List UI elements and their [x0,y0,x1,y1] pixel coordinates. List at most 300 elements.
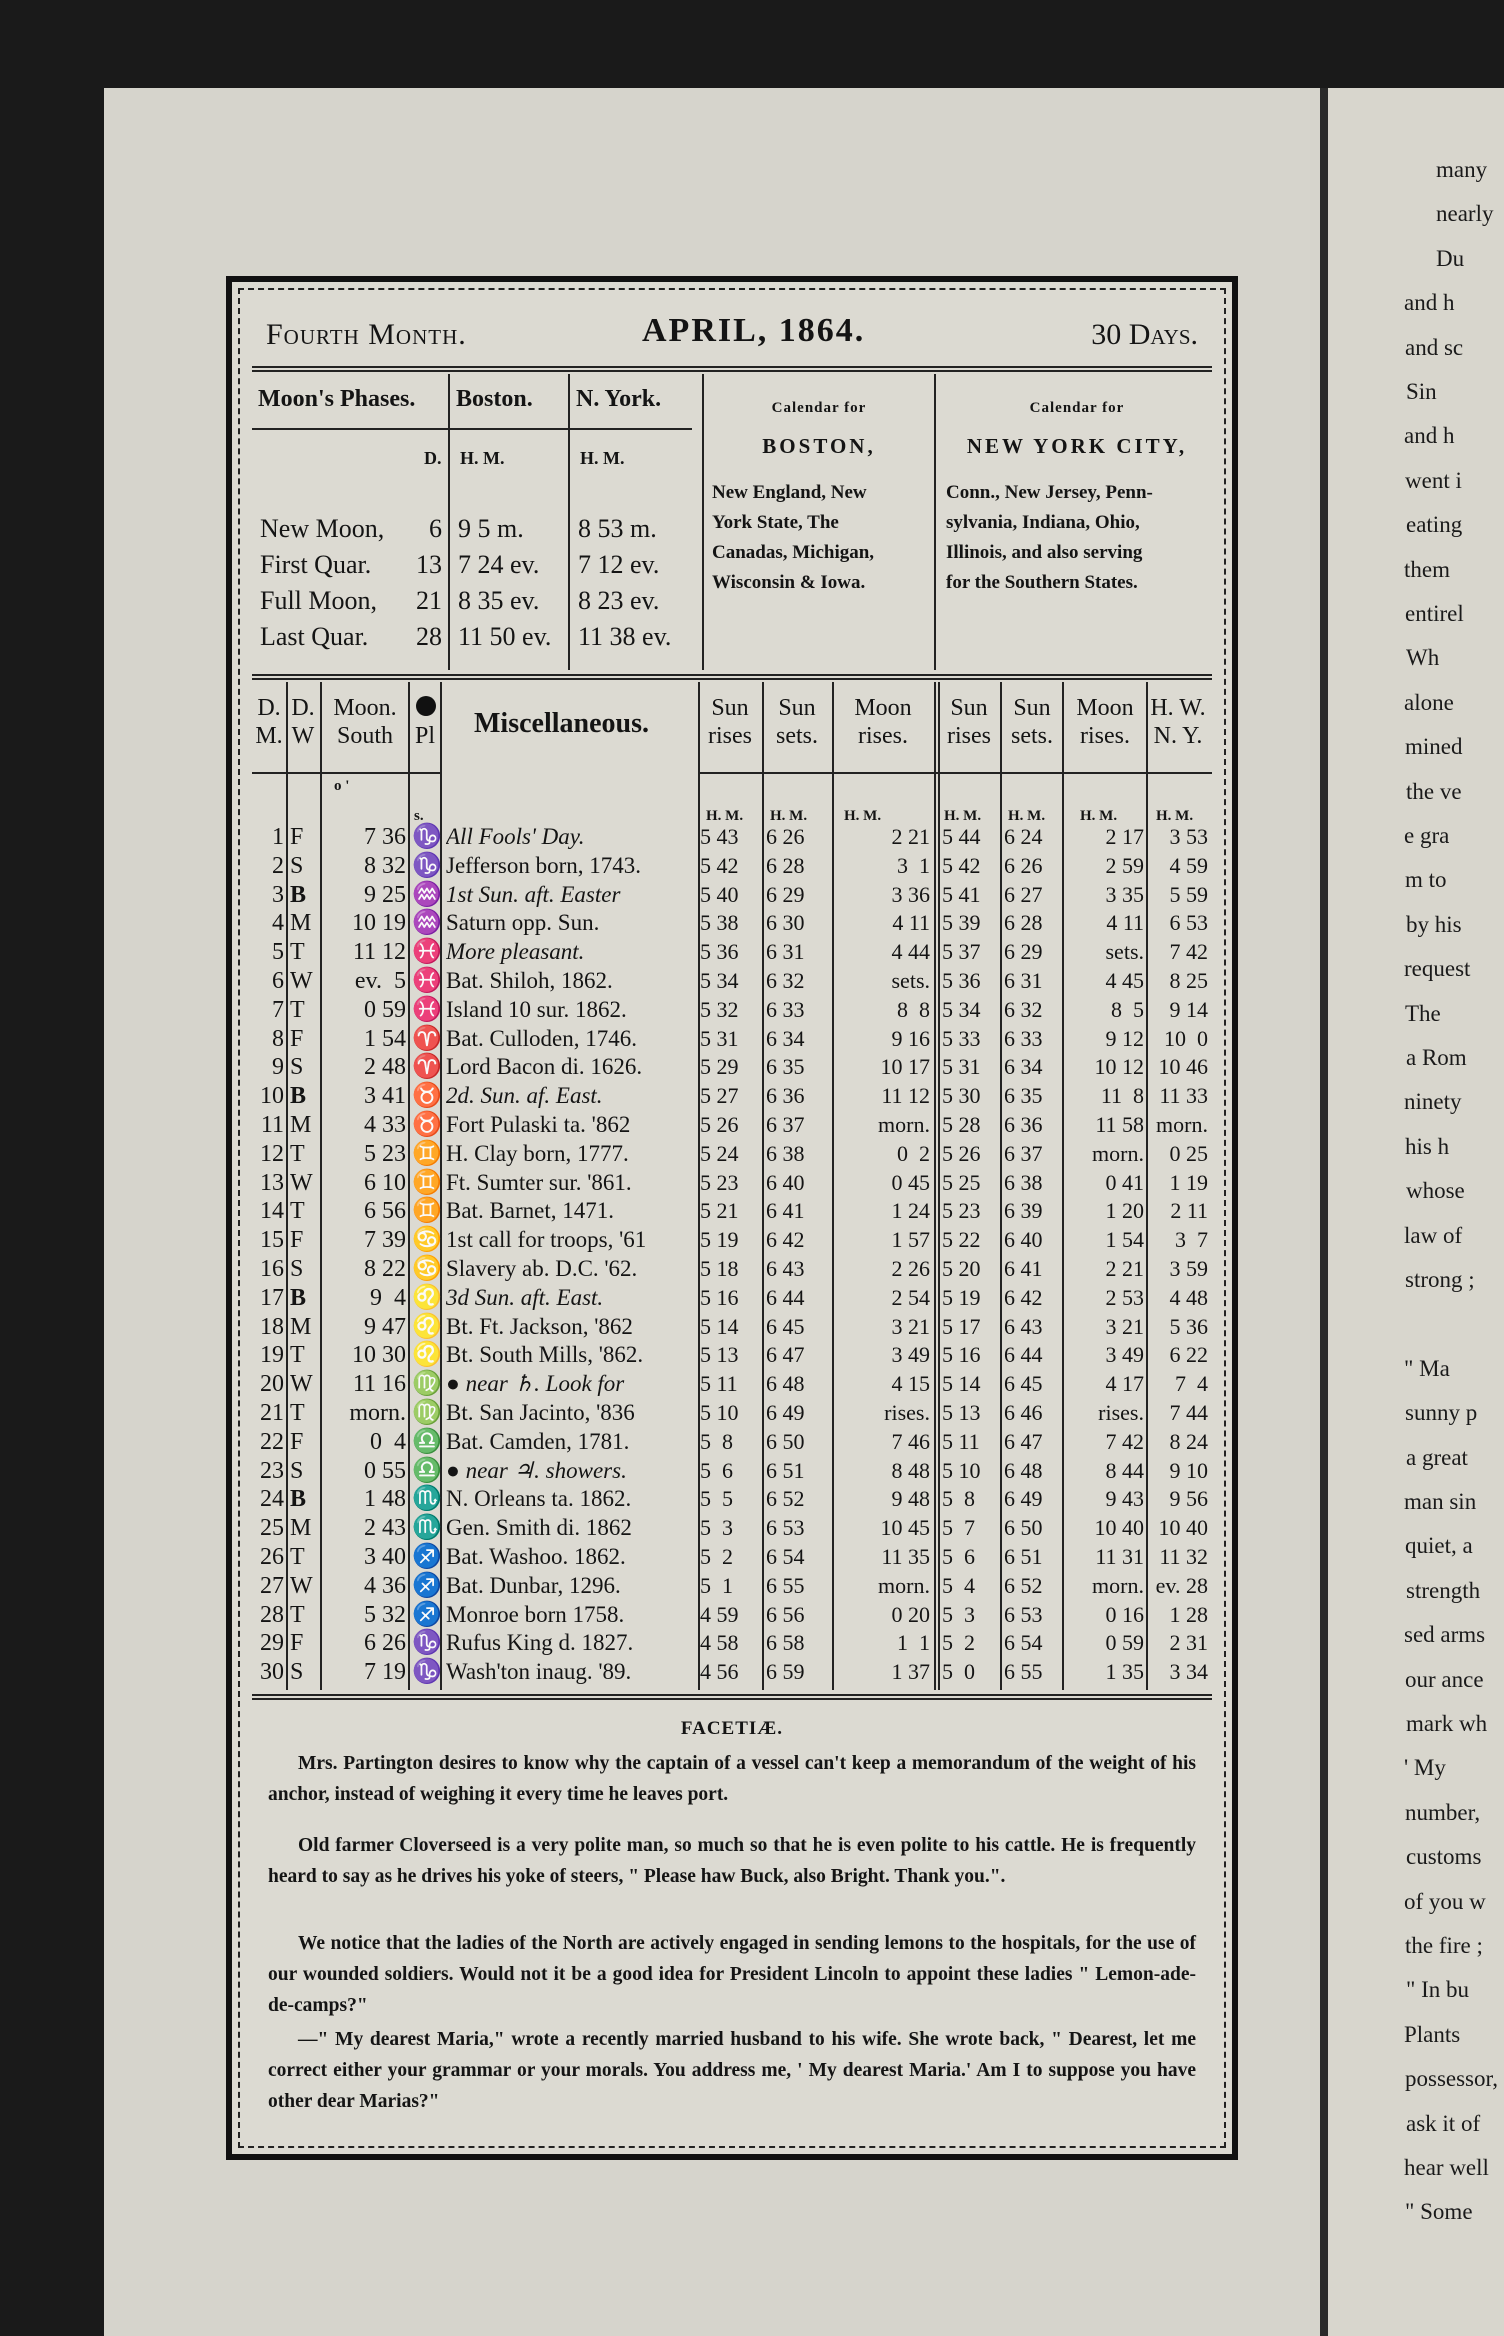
head-moon-rises: Moon rises. [854,695,912,749]
day-of-week: W [290,968,313,994]
ny-sun-sets: 6 37 [1004,1140,1043,1166]
day-of-month: 13 [260,1169,284,1196]
desc-line: York State, The [712,512,839,533]
facetiae-title: FACETIÆ. [680,1718,784,1739]
boston-sun-rises: 5 34 [700,968,739,993]
adjacent-text-line: alone [1404,689,1454,715]
moon-south: 7 36 [364,824,406,850]
moon-south: 3 40 [364,1544,406,1570]
planet-sign: ♊ [412,1140,442,1167]
boston-sun-rises: 5 6 [700,1457,733,1483]
day-of-week: T [290,1140,305,1167]
adjacent-text-line: mark wh [1406,1711,1488,1736]
ny-sun-sets: 6 45 [1004,1371,1043,1397]
miscellaneous-note: Gen. Smith di. 1862 [446,1515,632,1541]
boston-sun-rises: 5 3 [700,1515,733,1541]
miscellaneous-note: More pleasant. [446,939,585,965]
ny-moon-rises: 11 58 [1095,1112,1144,1137]
rule [934,374,936,670]
day-row [252,1398,1212,1429]
day-of-week: M [290,1515,312,1542]
ny-sun-sets: 6 33 [1004,1025,1043,1051]
ny-sun-rises: 5 17 [942,1313,981,1339]
adjacent-text-line: quiet, a [1405,1533,1473,1559]
boston-sun-sets: 6 28 [766,852,805,878]
high-water: 7 42 [1169,939,1208,965]
miscellaneous-note: Bt. San Jacinto, '836 [446,1400,635,1425]
high-water: 10 0 [1164,1025,1208,1051]
miscellaneous-note: Rufus King d. 1827. [446,1630,634,1656]
day-of-week: W [290,1169,313,1196]
day-of-week: S [290,1054,304,1081]
day-of-week: B [290,1284,307,1311]
day-of-month: 29 [260,1630,284,1657]
day-row [252,966,1212,997]
boston-sun-sets: 6 53 [766,1515,805,1541]
high-water: 9 10 [1169,1457,1208,1483]
day-row [252,880,1212,911]
ny-moon-rises: 4 11 [1106,910,1144,936]
boston-moon-rises: 3 21 [891,1313,930,1339]
almanac-inner [252,302,1212,2134]
high-water: 2 31 [1169,1630,1208,1656]
moon-south: 6 26 [364,1630,406,1657]
adjacent-text-line: ninety [1404,1089,1462,1115]
boston-moon-rises: 3 36 [891,881,930,907]
boston-moon-rises: 0 45 [891,1169,930,1195]
boston-sun-rises: 5 10 [700,1400,739,1425]
boston-moon-rises: 1 57 [891,1227,930,1253]
boston-sun-rises: 5 32 [700,996,739,1022]
boston-unit: H. M. [460,448,505,468]
boston-sun-rises: 5 18 [700,1256,739,1281]
phase-name: Last Quar. [260,622,369,651]
miscellaneous-note: Wash'ton inaug. '89. [446,1659,632,1685]
moon-south: 0 59 [364,996,406,1023]
adjacent-text-line: went i [1405,467,1462,493]
ny-sun-rises: 5 25 [942,1169,981,1195]
miscellaneous-note: Bt. Ft. Jackson, '862 [446,1313,633,1339]
moon-south: 1 54 [364,1025,406,1052]
ny-sun-rises: 5 41 [942,881,981,907]
high-water: 7 44 [1169,1400,1208,1425]
unit-hm: H. M. [1156,808,1194,824]
day-of-month: 24 [260,1486,284,1513]
adjacent-text-line: ' My [1404,1755,1446,1781]
high-water: 3 53 [1169,824,1208,849]
boston-moon-rises: 1 1 [897,1630,930,1656]
high-water: 9 56 [1169,1486,1208,1512]
day-of-month: 19 [260,1342,284,1369]
boston-sun-sets: 6 45 [766,1313,805,1339]
ny-sun-sets: 6 32 [1004,996,1043,1022]
adjacent-text-line: Plants [1404,2021,1461,2047]
desc-line: New England, New [712,482,867,503]
day-of-week: T [290,1342,305,1369]
planet-sign: ♋ [412,1227,442,1254]
ny-sun-sets: 6 39 [1004,1198,1043,1224]
boston-calendar-desc [712,478,874,598]
high-water: 4 59 [1169,852,1208,878]
boston-moon-rises: 9 48 [891,1486,930,1512]
day-row [252,1657,1212,1688]
adjacent-text-line: and h [1404,290,1455,316]
ny-sun-rises: 5 4 [942,1572,975,1598]
boston-sun-sets: 6 31 [766,939,805,965]
day-of-month: 22 [260,1428,284,1455]
ny-sun-rises: 5 36 [942,968,981,993]
adjacent-text-line: entirel [1405,601,1464,626]
adjacent-text-line: Du [1436,245,1465,271]
boston-sun-sets: 6 50 [766,1428,805,1454]
boston-sun-sets: 6 40 [766,1169,805,1195]
boston-heading: Boston. [456,386,533,412]
boston-sun-sets: 6 35 [766,1054,805,1080]
head-sun-sets-ny: Sun sets. [1011,695,1053,749]
high-water: 11 33 [1159,1083,1208,1109]
day-of-week: S [290,1457,304,1484]
planet-sign: ♌ [412,1342,442,1369]
high-water: 1 19 [1169,1169,1208,1195]
phase-day: 6 [429,514,442,543]
day-of-week: F [290,1025,304,1052]
miscellaneous-note: Bat. Shiloh, 1862. [446,968,613,993]
ny-sun-rises: 5 30 [942,1083,981,1109]
phase-boston-time: 9 5 m. [458,514,524,543]
day-row [252,1369,1212,1400]
ny-moon-rises: 1 20 [1105,1198,1144,1224]
ny-moon-rises: 10 12 [1094,1054,1144,1080]
boston-sun-rises: 5 42 [700,852,739,878]
boston-moon-rises: 10 17 [880,1054,930,1080]
boston-sun-sets: 6 32 [766,968,805,993]
adjacent-text-line: the ve [1406,778,1462,804]
boston-sun-rises: 5 1 [700,1572,733,1598]
day-of-month: 15 [260,1227,284,1254]
miscellaneous-note: Jefferson born, 1743. [446,852,642,878]
day-row [252,1139,1212,1170]
day-unit: D. [424,448,442,468]
rule [252,428,692,430]
adjacent-text-line: our ance [1405,1666,1484,1692]
boston-sun-sets: 6 36 [766,1083,805,1109]
ny-moon-rises: 3 35 [1105,881,1144,907]
day-of-week: M [290,1112,312,1138]
boston-moon-rises: sets. [891,968,930,993]
day-row [252,1571,1212,1602]
phase-boston-time: 7 24 ev. [458,550,540,579]
phase-newyork-time: 8 23 ev. [578,586,660,615]
desc-line: for the Southern States. [946,572,1138,593]
ny-calendar-heading: Calendar for [1029,400,1125,416]
boston-moon-rises: 2 54 [891,1284,930,1310]
boston-sun-rises: 4 59 [700,1601,739,1627]
boston-sun-sets: 6 59 [766,1659,805,1685]
unit-hm: H. M. [770,808,808,824]
ny-moon-rises: 8 44 [1105,1457,1144,1483]
day-of-week: T [290,1400,305,1426]
day-of-month: 25 [260,1515,284,1542]
day-of-week: T [290,939,305,966]
miscellaneous-note: Bt. South Mills, '862. [446,1342,644,1368]
planet-sign: ♌ [412,1284,442,1311]
moon-south: 11 16 [352,1371,406,1398]
high-water: 5 59 [1169,881,1208,907]
facetiae-paragraph: We notice that the ladies of the North are actively engaged in sending lemons to the hospitals, for the use of our wounded soldiers. Would not it be a good idea for President Lincoln to appoint these ladies " Lemon-ade-de-camps?" [268,1933,1196,2016]
unit-hm: H. M. [844,808,882,824]
high-water: 8 25 [1169,968,1208,993]
boston-sun-rises: 5 23 [700,1169,739,1195]
high-water: 10 40 [1158,1515,1208,1541]
facetiae-paragraph: Mrs. Partington desires to know why the captain of a vessel can't keep a memorandum of the weight of his anchor, instead of weighing it every time he leaves port. [268,1753,1196,1805]
day-of-month: 27 [260,1572,284,1599]
adjacent-text-line: strength [1406,1577,1481,1603]
boston-sun-rises: 5 19 [700,1227,739,1253]
boston-calendar-city: BOSTON, [762,434,876,458]
miscellaneous-note: Bat. Barnet, 1471. [446,1198,614,1224]
day-of-month: 5 [272,939,284,966]
day-of-month: 16 [260,1256,284,1282]
boston-moon-rises: 4 11 [892,910,930,936]
boston-sun-sets: 6 49 [766,1400,805,1425]
boston-sun-sets: 6 41 [766,1198,805,1224]
boston-moon-rises: 8 8 [897,996,930,1022]
ny-sun-rises: 5 16 [942,1342,981,1368]
moon-south: 2 48 [364,1054,406,1081]
facetiae-paragraph: Old farmer Cloverseed is a very polite man, so much so that he is even polite to his cattle. He is frequently heard to say as he drives his yoke of steers, " Please haw Buck, also Bright. Thank you.". [268,1835,1196,1887]
phase-newyork-time: 7 12 ev. [578,550,660,579]
moon-south: 3 41 [364,1083,406,1110]
boston-moon-rises: 2 26 [891,1256,930,1281]
moon-south: 4 36 [364,1572,406,1599]
planet-sign: ♐ [412,1544,442,1570]
boston-sun-rises: 4 56 [700,1659,739,1685]
adjacent-text-line: hear well [1404,2155,1489,2180]
boston-sun-rises: 5 5 [700,1486,733,1512]
month-ordinal: Fourth Month. [266,318,467,351]
ny-sun-rises: 5 26 [942,1140,981,1166]
day-of-week: M [290,910,312,937]
ny-sun-sets: 6 44 [1004,1342,1043,1368]
high-water: 3 7 [1175,1227,1208,1253]
day-of-month: 3 [272,881,284,908]
moon-south: 10 30 [352,1342,406,1369]
phase-boston-time: 8 35 ev. [458,586,540,615]
adjacent-text-line: " In bu [1406,1977,1470,2003]
adjacent-page [1328,88,1504,2336]
head-day-month: D. M. [255,695,283,749]
phase-day: 13 [416,550,442,579]
moon-south: 5 32 [364,1601,406,1628]
adjacent-text-line: possessor, [1405,2066,1498,2092]
day-of-week: B [290,1486,307,1513]
ny-sun-sets: 6 53 [1004,1601,1043,1627]
boston-moon-rises: 10 45 [880,1515,930,1541]
day-row [252,851,1212,882]
desc-line: Wisconsin & Iowa. [712,572,866,593]
miscellaneous-note: Bat. Camden, 1781. [446,1428,630,1454]
high-water: 8 24 [1169,1428,1208,1454]
ny-sun-sets: 6 42 [1004,1284,1043,1310]
facetiae-paragraph: —" My dearest Maria," wrote a recently married husband to his wife. She wrote back, " Dearest, let me correct either your grammar or your morals. You address me, ' My dearest Maria.' Am I to suppose you have other dear Marias?" [268,2029,1196,2112]
day-row [252,1283,1212,1314]
ny-sun-sets: 6 49 [1004,1486,1043,1512]
day-of-month: 17 [260,1284,284,1311]
boston-sun-sets: 6 47 [766,1342,805,1368]
boston-sun-sets: 6 44 [766,1284,805,1310]
day-of-month: 28 [260,1601,284,1628]
boston-moon-rises: 2 21 [891,824,930,849]
day-of-month: 6 [272,968,284,994]
rule [252,678,1212,680]
adjacent-text-line: m to [1405,867,1447,893]
day-row [252,1110,1212,1141]
ny-sun-sets: 6 34 [1004,1054,1043,1080]
high-water: 6 53 [1169,910,1208,936]
planet-sign: ♐ [412,1572,442,1599]
day-of-month: 14 [260,1198,284,1225]
head-miscellaneous: Miscellaneous. [474,708,649,739]
boston-sun-sets: 6 51 [766,1457,805,1483]
planet-sign: ♉ [412,1112,442,1138]
planet-sign: ♍ [412,1371,442,1398]
high-water: 3 59 [1169,1256,1208,1281]
day-row [252,1427,1212,1458]
miscellaneous-note: 1st Sun. aft. Easter [446,881,621,907]
boston-sun-rises: 5 11 [700,1371,738,1397]
miscellaneous-note: H. Clay born, 1777. [446,1140,629,1166]
ny-sun-sets: 6 28 [1004,910,1043,936]
miscellaneous-note: Bat. Culloden, 1746. [446,1025,638,1051]
day-row [252,1340,1212,1371]
adjacent-text-line: whose [1406,1178,1465,1204]
moon-south: 9 25 [364,881,406,908]
ny-sun-sets: 6 36 [1004,1112,1043,1137]
newyork-unit: H. M. [580,448,625,468]
boston-sun-sets: 6 58 [766,1630,805,1656]
adjacent-text-line: a Rom [1406,1045,1467,1070]
head-sun-rises: Sun rises [708,695,752,749]
ny-sun-rises: 5 31 [942,1054,981,1080]
day-of-week: S [290,852,304,879]
ny-sun-sets: 6 50 [1004,1515,1043,1541]
day-of-week: S [290,1659,304,1686]
high-water: 1 28 [1169,1601,1208,1627]
adjacent-text-line: many [1436,157,1488,182]
boston-sun-sets: 6 30 [766,910,805,936]
day-of-week: T [290,1198,305,1225]
planet-sign: ♍ [412,1400,442,1426]
planet-sign: ♎ [412,1457,442,1484]
ny-moon-rises: 3 49 [1105,1342,1144,1368]
day-of-week: M [290,1313,312,1340]
boston-sun-sets: 6 55 [766,1572,805,1598]
boston-moon-rises: 1 37 [891,1659,930,1685]
ny-sun-sets: 6 27 [1004,881,1043,907]
boston-moon-rises: 11 35 [881,1544,930,1569]
boston-sun-rises: 5 36 [700,939,739,965]
head-planet: Pl [414,723,435,749]
phase-newyork-time: 8 53 m. [578,514,657,543]
planet-sign: ♑ [412,852,442,879]
boston-sun-rises: 5 21 [700,1198,739,1224]
high-water: morn. [1156,1112,1208,1137]
ny-sun-rises: 5 13 [942,1400,981,1425]
day-of-month: 1 [272,824,284,850]
ny-sun-sets: 6 26 [1004,852,1043,878]
miscellaneous-note: All Fools' Day. [446,824,585,849]
adjacent-text-line: number, [1405,1799,1481,1825]
day-of-month: 21 [260,1400,284,1426]
ny-sun-rises: 5 8 [942,1486,975,1512]
head-moon-south: Moon. South [333,695,397,749]
high-water: 5 36 [1169,1313,1208,1339]
ny-moon-rises: 2 21 [1105,1256,1144,1281]
boston-calendar-heading: Calendar for [771,400,867,416]
phase-day: 21 [416,586,442,615]
adjacent-text-line: a great [1406,1444,1468,1470]
ny-moon-rises: 10 40 [1094,1515,1144,1541]
head-high-water: H. W. N. Y. [1150,695,1206,749]
ny-sun-rises: 5 20 [942,1256,981,1281]
adjacent-text-line: and sc [1405,334,1464,360]
day-of-month: 4 [272,910,284,937]
day-of-month: 18 [260,1313,284,1340]
day-row [252,908,1212,939]
miscellaneous-note: Ft. Sumter sur. '861. [446,1169,632,1195]
moon-south: 4 33 [364,1112,406,1138]
rule [252,366,1212,368]
boston-sun-rises: 5 8 [700,1428,733,1454]
boston-sun-sets: 6 29 [766,881,805,907]
boston-moon-rises: 0 20 [891,1601,930,1627]
day-of-week: T [290,996,305,1023]
boston-sun-sets: 6 52 [766,1486,805,1512]
ny-sun-rises: 5 28 [942,1112,981,1137]
newyork-heading: N. York. [576,386,662,412]
miscellaneous-note: 3d Sun. aft. East. [446,1284,604,1310]
ny-moon-rises: 2 59 [1105,852,1144,878]
moon-south: 9 47 [364,1313,406,1340]
boston-sun-sets: 6 26 [766,824,805,849]
planet-sign: ♌ [412,1313,442,1340]
ny-sun-rises: 5 7 [942,1515,975,1541]
phase-name: Full Moon, [260,586,378,615]
ny-sun-sets: 6 46 [1004,1400,1043,1425]
boston-sun-rises: 5 38 [700,910,739,936]
ny-moon-rises: 0 59 [1105,1630,1144,1656]
miscellaneous-note: ● near ♄. Look for [446,1371,625,1397]
day-of-month: 10 [260,1083,284,1110]
rule [702,374,704,670]
moon-south: 11 12 [352,939,406,966]
miscellaneous-note: Monroe born 1758. [446,1601,625,1627]
ny-moon-rises: rises. [1098,1400,1144,1425]
day-row [252,1456,1212,1487]
boston-sun-rises: 5 24 [700,1140,739,1166]
ny-moon-rises: sets. [1105,939,1144,965]
adjacent-text-line: and h [1404,423,1455,449]
boston-sun-rises: 5 31 [700,1025,739,1051]
ny-sun-sets: 6 38 [1004,1169,1043,1195]
adjacent-text-line: customs [1406,1844,1482,1870]
miscellaneous-note: 2d. Sun. af. East. [446,1083,603,1109]
day-of-week: F [290,824,304,850]
unit-hm: H. M. [944,808,982,824]
ny-moon-rises: 0 41 [1105,1169,1144,1195]
planet-sign: ♑ [412,1659,442,1686]
day-of-week: S [290,1256,304,1282]
